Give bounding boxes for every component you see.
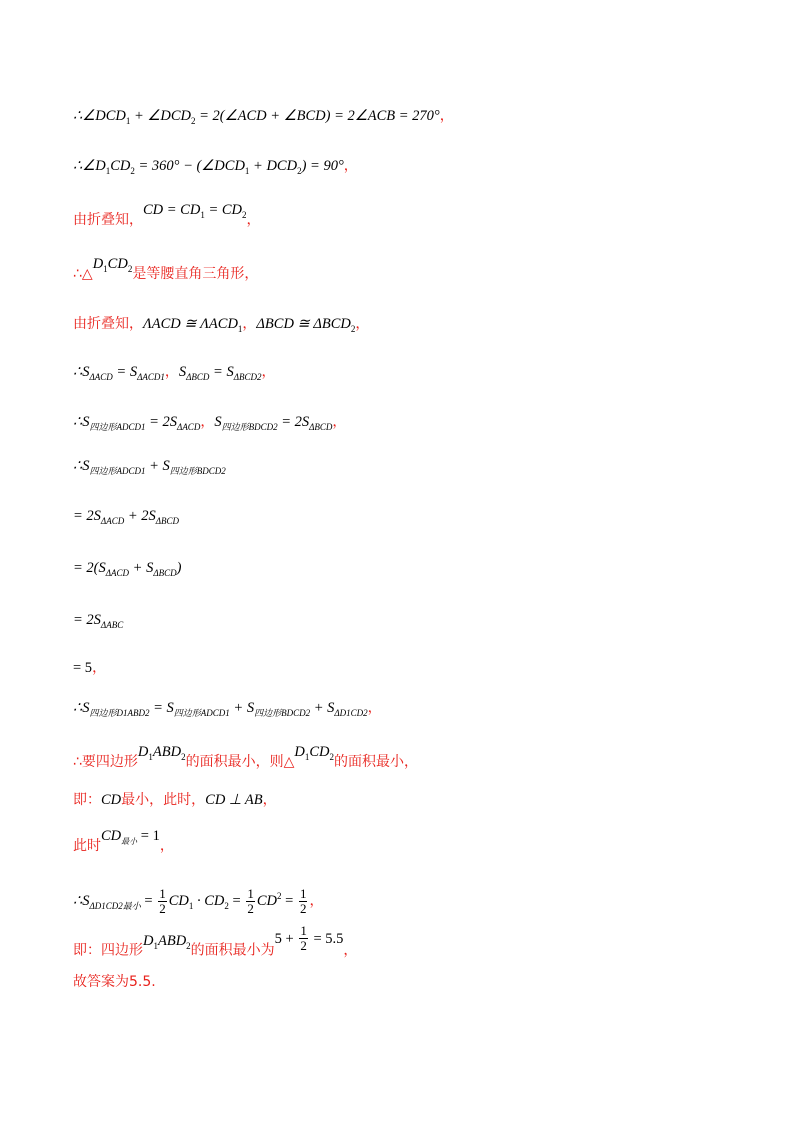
step-area-abc: = $2S_{\Delta ABC}$ <box>73 612 124 630</box>
step-total-area: $\therefore S_{四边形D1ABD2} = S_{四边形ADCD1} + S_{四边形BDCD2} + S_{\Delta D1CD2}$， <box>73 700 382 718</box>
step-equal-areas: $\therefore S_{\Delta ACD} = S_{\Delta ACD1}$，$S_{\Delta BCD} = S_{\Delta BCD2}$， <box>73 364 276 382</box>
step-triangle-min-area: $\therefore S_{\Delta D1CD2最小}$ = $\frac{1}{2}$ $CD_1 \cdot CD_2$ = $\frac{1}{2}$ $CD^2$ = $\frac{1}{2}$ ， <box>73 885 324 916</box>
step-factor-two: = $2(S_{\Delta ACD} + S_{\Delta BCD})$ <box>73 560 182 578</box>
step-minimize-area: ∴要四边形$D_1ABD_2$的面积最小，则$\triangle D_1CD_2$的面积最小， <box>73 744 419 770</box>
step-right-angle: $\therefore\angle D_1CD_2 = 360^\circ$ − $(\angle DCD_1 + DCD_2) = 90^\circ$， <box>73 158 358 176</box>
step-isosceles-right-triangle: $\therefore\triangle D_1CD_2$是等腰直角三角形， <box>73 256 259 282</box>
step-fold-equal-sides: 由折叠知，CD = $CD_1 = CD_2$， <box>73 202 261 228</box>
step-cd-minimum: 即：CD最小，此时，CD ⊥ AB， <box>73 792 277 808</box>
fraction-one-half: $\frac{1}{2}$ <box>247 885 254 916</box>
fraction-one-half: $\frac{1}{2}$ <box>299 885 307 916</box>
step-equals-five: = 5， <box>73 660 107 676</box>
step-cd-min-value: 此时$CD_{最小} = 1$， <box>73 828 174 854</box>
step-double-triangles: = $2S_{\Delta ACD} + 2S_{\Delta BCD}$ <box>73 508 180 526</box>
step-sum-quadrilaterals: $\therefore S_{四边形ADCD1} + S_{四边形BDCD2}$ <box>73 458 226 476</box>
fraction-one-half: $\frac{1}{2}$ <box>159 885 166 916</box>
step-congruent-triangles: 由折叠知，ΛACD ≅ $\Lambda ACD_1$，ΔBCD ≅ $\Delta BCD_2$， <box>73 316 370 334</box>
final-answer: 故答案为5.5. <box>73 974 156 990</box>
step-quadrilateral-areas: $\therefore S_{四边形ADCD1} = 2S_{\Delta ACD}$，$S_{四边形BDCD2} = 2S_{\Delta BCD}$， <box>73 414 347 432</box>
step-quadrilateral-min-area: 即：四边形$D_1ABD_2$的面积最小为5 + $\frac{1}{2}$ = 5.5， <box>73 923 358 959</box>
step-angle-sum: $\therefore\angle DCD_1$ + $\angle DCD_2$ = 2(∠ACD + ∠BCD) = 2∠ACB = 270°， <box>73 108 454 126</box>
fraction-one-half: $\frac{1}{2}$ <box>300 923 307 953</box>
